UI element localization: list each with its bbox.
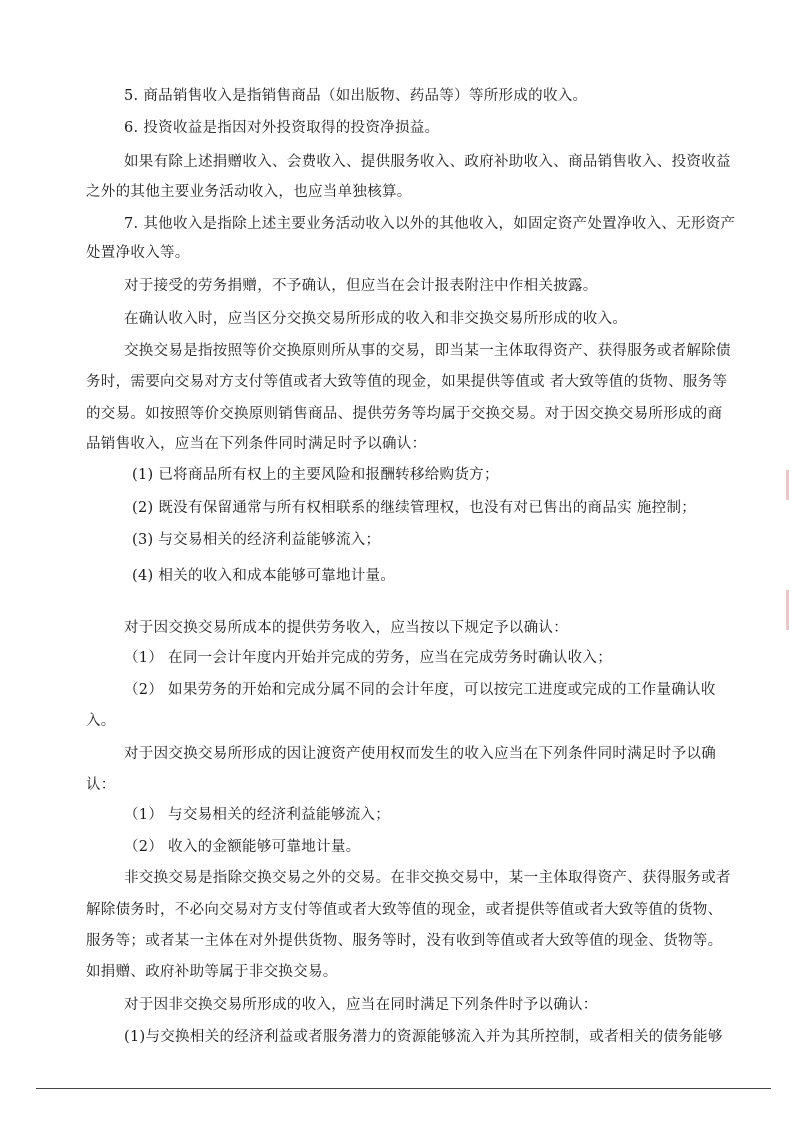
scan-edge-mark: [786, 470, 789, 500]
text-line: 品销售收入，应当在下列条件同时满足时予以确认：: [86, 436, 427, 452]
text-line: 务时，需要向交易对方支付等值或者大致等值的现金，如果提供等值或 者大致等值的货物、服务等: [86, 374, 728, 390]
list-item: （1） 在同一会计年度内开始并完成的劳务，应当在完成劳务时确认收入；: [124, 650, 613, 666]
scan-edge-mark: [786, 590, 789, 630]
text-line: 如捐赠、政府补助等属于非交换交易。: [86, 964, 338, 980]
text-line: 服务等；或者某一主体在对外提供货物、服务等时，没有收到等值或者大致等值的现金、货物等。: [86, 933, 723, 949]
text-line: 解除债务时，不必向交易对方支付等值或者大致等值的现金，或者提供等值或者大致等值的货物、: [86, 902, 723, 918]
list-item: （2） 收入的金额能够可靠地计量。: [124, 839, 361, 855]
text-line: 的交易。如按照等价交换原则销售商品、提供劳务等均属于交换交易。对于因交换交易所形成的商: [86, 406, 723, 422]
text-line: 非交换交易是指除交换交易之外的交易。在非交换交易中，某一主体取得资产、获得服务或者: [124, 870, 731, 886]
text-line: 5. 商品销售收入是指销售商品（如出版物、药品等）等所形成的收入。: [124, 88, 588, 104]
list-item: (1) 已将商品所有权上的主要风险和报酬转移给购货方；: [132, 467, 499, 483]
text-line: 6. 投资收益是指因对外投资取得的投资净损益。: [124, 120, 440, 136]
list-item: （1） 与交易相关的经济利益能够流入；: [124, 807, 391, 823]
text-line: 如果有除上述捐赠收入、会费收入、提供服务收入、政府补助收入、商品销售收入、投资收益: [124, 154, 731, 170]
list-item: (2) 既没有保留通常与所有权相联系的继续管理权，也没有对已售出的商品实 施控制；: [132, 500, 697, 516]
text-line: 认：: [86, 777, 116, 793]
footer-divider: [36, 1088, 771, 1089]
text-line: (1)与交换相关的经济利益或者服务潜力的资源能够流入并为其所控制，或者相关的债务能够: [124, 1029, 723, 1045]
list-item: （2） 如果劳务的开始和完成分属不同的会计年度，可以按完工进度或完成的工作量确认收: [124, 682, 716, 698]
text-line: 处置净收入等。: [86, 245, 190, 261]
text-line: 对于因交换交易所形成的因让渡资产使用权而发生的收入应当在下列条件同时满足时予以确: [124, 746, 716, 762]
list-item: (3) 与交易相关的经济利益能够流入；: [132, 532, 381, 548]
text-line: 对于因交换交易所成本的提供劳务收入，应当按以下规定予以确认：: [124, 620, 568, 636]
text-line: 7. 其他收入是指除上述主要业务活动收入以外的其他收入，如固定资产处置净收入、无形资产: [124, 216, 736, 232]
text-line: 在确认收入时，应当区分交换交易所形成的收入和非交换交易所形成的收入。: [124, 311, 628, 327]
text-line: 之外的其他主要业务活动收入，也应当单独核算。: [86, 184, 412, 200]
list-item: (4) 相关的收入和成本能够可靠地计量。: [132, 568, 396, 584]
text-line: 对于因非交换交易所形成的收入，应当在同时满足下列条件时予以确认：: [124, 997, 598, 1013]
text-line: 入。: [86, 713, 116, 729]
text-line: 对于接受的劳务捐赠，不予确认，但应当在会计报表附注中作相关披露。: [124, 278, 598, 294]
text-line: 交换交易是指按照等价交换原则所从事的交易，即当某一主体取得资产、获得服务或者解除债: [124, 343, 731, 359]
